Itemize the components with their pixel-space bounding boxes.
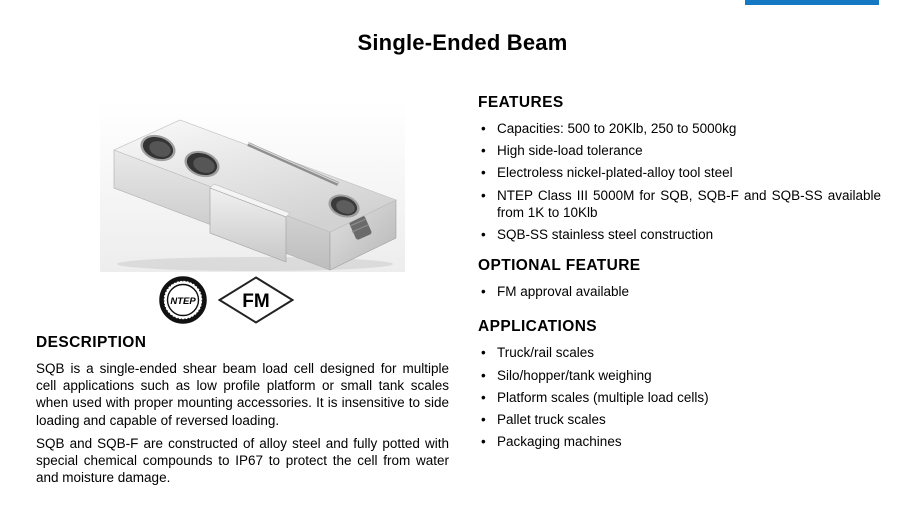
feature-item: • Electroless nickel-plated-alloy tool steel xyxy=(478,164,881,181)
applications-heading: APPLICATIONS xyxy=(478,318,598,336)
ntep-seal-icon xyxy=(158,276,208,324)
optional-feature-heading: OPTIONAL FEATURE xyxy=(478,257,641,275)
application-item: • Pallet truck scales xyxy=(478,411,881,428)
optional-feature-item: • FM approval available xyxy=(478,283,881,300)
feature-item: • SQB-SS stainless steel construction xyxy=(478,226,881,243)
load-cell-illustration xyxy=(100,102,405,272)
application-item: • Platform scales (multiple load cells) xyxy=(478,389,881,406)
svg-text:FM: FM xyxy=(242,291,270,312)
description-section xyxy=(36,334,449,492)
application-item: • Truck/rail scales xyxy=(478,344,881,361)
application-item: • Silo/hopper/tank weighing xyxy=(478,367,881,384)
optional-feature-list xyxy=(478,283,881,300)
feature-item: • NTEP Class III 5000M for SQB, SQB-F and SQB-SS available from 1K to 10Klb xyxy=(478,187,881,221)
load-cell-photo xyxy=(100,102,405,272)
description-paragraphs xyxy=(36,360,449,486)
certification-logos xyxy=(158,276,294,324)
page-title: Single-Ended Beam xyxy=(357,30,568,55)
features-list xyxy=(478,120,881,243)
right-column xyxy=(478,94,881,455)
features-heading: FEATURES xyxy=(478,94,564,111)
feature-item: • High side-load tolerance xyxy=(478,142,881,159)
feature-item: • Capacities: 500 to 20Klb, 250 to 5000kg xyxy=(478,120,881,137)
application-item: • Packaging machines xyxy=(478,433,881,450)
description-paragraph: SQB is a single-ended shear beam load cell designed for multiple cell applications such as low profile platform or small tank scales when used with proper mounting accessories. It is insensitive to side loading and capable of reversed loading. xyxy=(36,361,449,428)
applications-list xyxy=(478,344,881,450)
svg-text:NTEP: NTEP xyxy=(170,296,196,307)
top-accent-bar xyxy=(745,0,879,5)
description-heading: DESCRIPTION xyxy=(36,334,147,351)
description-paragraph: SQB and SQB-F are constructed of alloy steel and fully potted with special chemical compounds to IP67 to protect the cell from water and moisture damage. xyxy=(36,435,449,486)
fm-diamond-icon xyxy=(218,276,294,324)
